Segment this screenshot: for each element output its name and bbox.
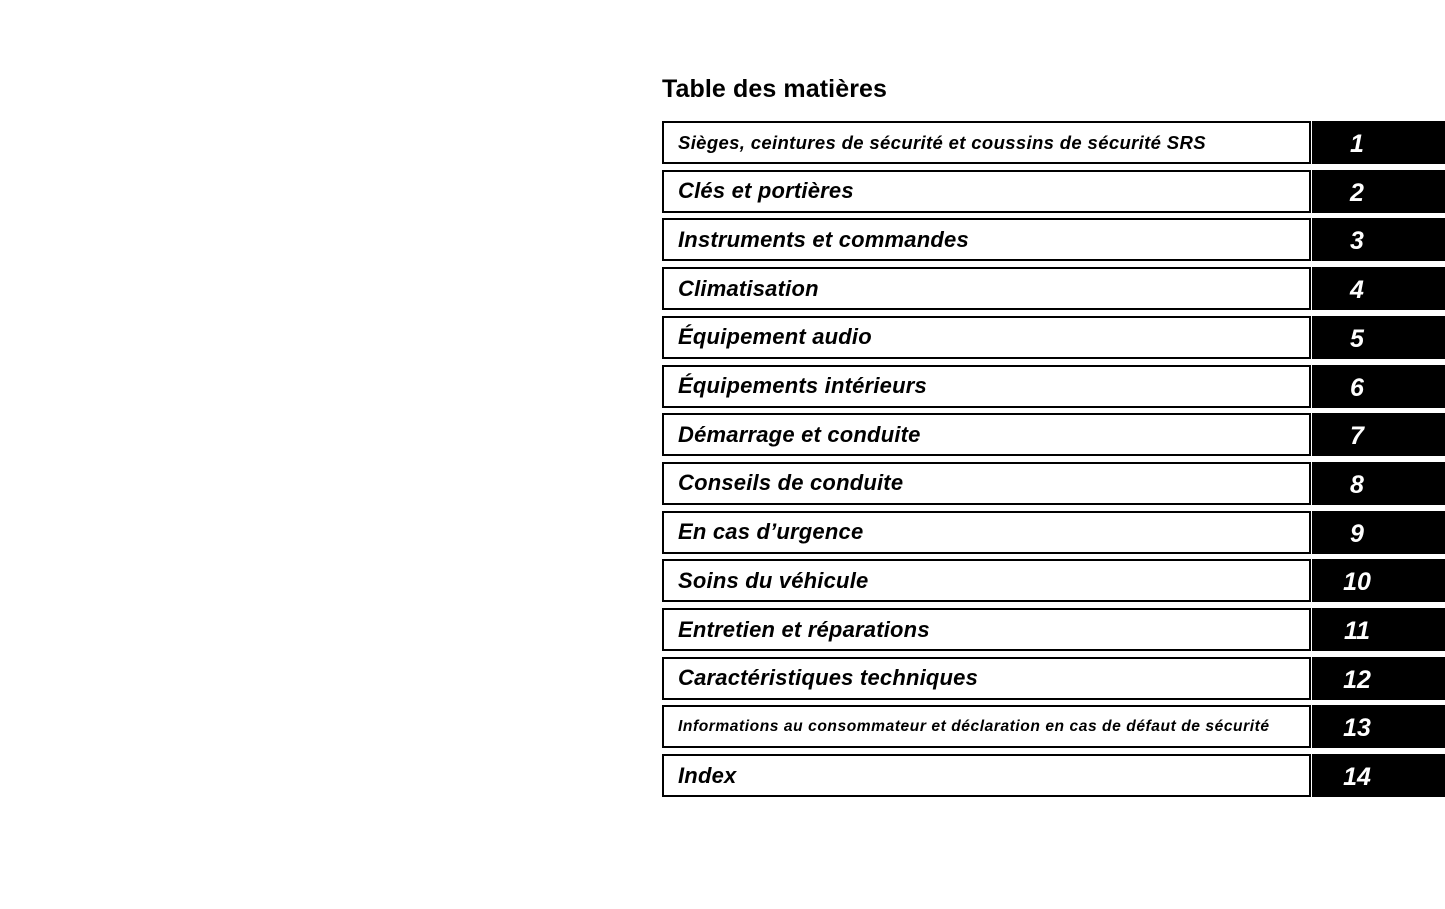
toc-chapter-number: 2 [1350,178,1364,207]
toc-chapter-number: 1 [1350,130,1364,158]
toc-item-label-box [662,316,1311,359]
toc-chapter-number: 9 [1350,519,1364,548]
toc-item-specifications[interactable] [662,657,1445,700]
toc-chapter-number: 4 [1350,276,1364,305]
toc-item-driving-tips[interactable] [662,462,1445,505]
toc-chapter-number: 12 [1343,665,1371,694]
toc-chapter-number: 3 [1350,227,1364,256]
toc-item-label: Entretien et réparations [678,616,930,642]
toc-item-label-box [662,170,1311,213]
toc-item-climate[interactable] [662,267,1445,310]
toc-chapter-tab[interactable] [1312,365,1445,408]
toc-item-driving[interactable] [662,413,1445,456]
page-title: Table des matières [662,75,888,103]
toc-item-label: Climatisation [678,275,819,301]
toc-item-label: Démarrage et conduite [678,421,921,447]
toc-item-label-box [662,413,1311,456]
toc-chapter-tab[interactable] [1312,413,1445,456]
toc-item-keys[interactable] [662,170,1445,213]
toc-item-label: Informations au consommateur et déclaration en cas de défaut de sécurité [678,717,1270,735]
toc-item-label: Clés et portières [678,178,854,204]
toc-chapter-number: 8 [1350,470,1364,499]
toc-item-seats[interactable] [662,121,1445,164]
toc-item-label-box [662,218,1311,261]
toc-item-index[interactable] [662,754,1445,797]
toc-item-label: Index [678,762,737,788]
toc-item-label-box [662,267,1311,310]
toc-chapter-tab[interactable] [1312,511,1445,554]
toc-item-vehicle-care[interactable] [662,559,1445,602]
toc-chapter-number: 5 [1350,324,1364,353]
toc-item-label: En cas d’urgence [678,519,864,545]
toc-item-label: Équipements intérieurs [678,373,927,398]
toc-chapter-tab[interactable] [1312,705,1445,748]
toc-item-label: Conseils de conduite [678,470,904,496]
toc-chapter-tab[interactable] [1312,121,1445,164]
toc-item-label-box [662,657,1311,700]
toc-item-label-box [662,754,1311,797]
toc-chapter-number: 10 [1343,568,1371,597]
toc-item-label-box [662,121,1311,164]
toc-item-label-box [662,511,1311,554]
toc-item-label-box [662,705,1311,748]
toc-chapter-tab[interactable] [1312,608,1445,651]
toc-item-label: Instruments et commandes [678,226,969,252]
toc-item-label-box [662,462,1311,505]
toc-item-emergency[interactable] [662,511,1445,554]
toc-chapter-tab[interactable] [1312,657,1445,700]
toc-chapter-tab[interactable] [1312,316,1445,359]
toc-chapter-number: 6 [1350,373,1364,402]
toc-chapter-number: 14 [1343,763,1371,792]
toc-chapter-tab[interactable] [1312,170,1445,213]
toc-item-consumer-info[interactable] [662,705,1445,748]
toc-item-label: Équipement audio [678,324,872,350]
toc-item-maintenance[interactable] [662,608,1445,651]
toc-chapter-number: 13 [1343,714,1371,743]
toc-item-label-box [662,608,1311,651]
toc-item-label: Sièges, ceintures de sécurité et coussins de sécurité SRS [678,131,1206,153]
toc-item-label: Soins du véhicule [678,567,869,593]
toc-item-audio[interactable] [662,316,1445,359]
toc-chapter-tab[interactable] [1312,267,1445,310]
toc-chapter-number: 11 [1344,617,1370,645]
toc-item-label-box [662,365,1311,408]
toc-chapter-number: 7 [1350,422,1364,451]
toc-chapter-tab[interactable] [1312,462,1445,505]
toc-chapter-tab[interactable] [1312,754,1445,797]
toc-chapter-tab[interactable] [1312,559,1445,602]
toc-item-interior[interactable] [662,365,1445,408]
toc-item-label-box [662,559,1311,602]
toc-chapter-tab[interactable] [1312,218,1445,261]
toc-item-label: Caractéristiques techniques [678,665,979,691]
toc-item-instruments[interactable] [662,218,1445,261]
